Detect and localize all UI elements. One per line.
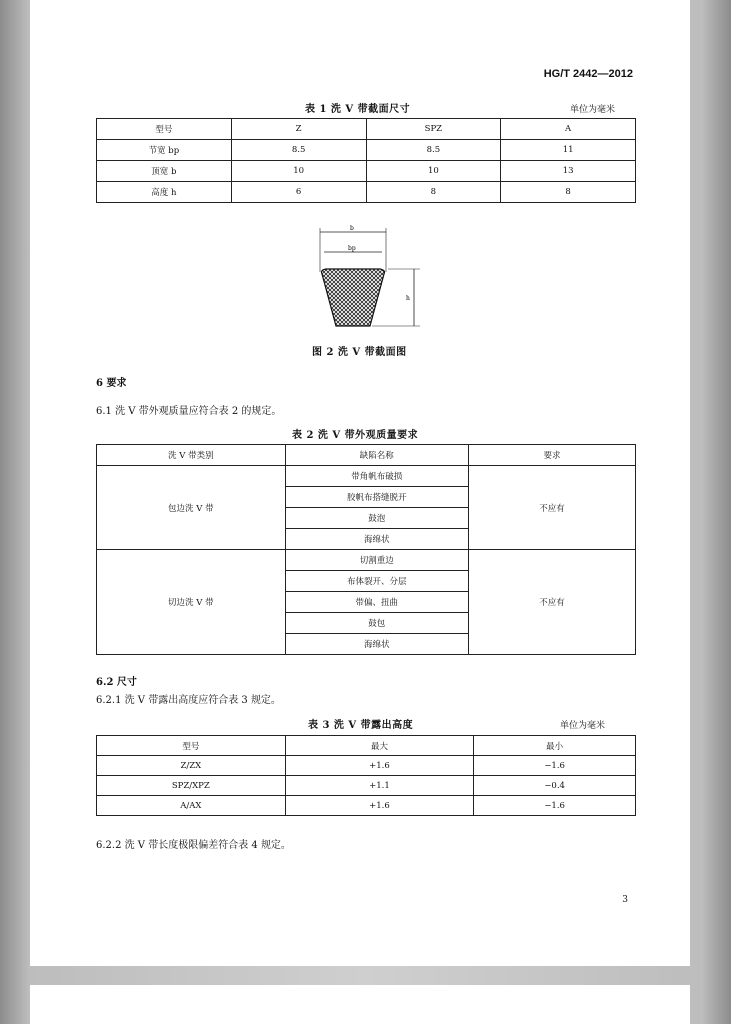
table-row	[97, 776, 636, 796]
table-cell: 11	[501, 140, 636, 161]
table2	[96, 444, 636, 655]
table-cell: 8.5	[366, 140, 501, 161]
table1	[96, 118, 636, 203]
table-cell: 包边洗 V 带	[97, 466, 286, 550]
table-cell: 带偏、扭曲	[285, 592, 468, 613]
dim-label-bp: bp	[348, 245, 356, 252]
table3-caption: 表 3 洗 V 带露出高度	[308, 720, 414, 731]
paragraph-6-1: 6.1 洗 V 带外观质量应符合表 2 的规定。	[96, 406, 282, 417]
dim-label-h: h	[406, 295, 410, 302]
table-cell: 10	[231, 161, 366, 182]
document-page	[30, 0, 690, 966]
standard-number: HG/T 2442—2012	[543, 68, 633, 80]
dim-label-b: b	[350, 225, 354, 232]
table-cell: Z	[231, 119, 366, 140]
table-cell: 海绵状	[285, 634, 468, 655]
table-cell: +1.1	[285, 776, 474, 796]
table-cell: 切割重边	[285, 550, 468, 571]
table-cell: 型号	[97, 119, 232, 140]
table-cell: Z/ZX	[97, 756, 286, 776]
table-cell: 洗 V 带类别	[97, 445, 286, 466]
table-cell: 鼓包	[285, 613, 468, 634]
table-cell: 顶宽 b	[97, 161, 232, 182]
table-row	[97, 550, 636, 571]
table-row	[97, 119, 636, 140]
table-row	[97, 182, 636, 203]
table-cell: 8.5	[231, 140, 366, 161]
paragraph-6-2-2: 6.2.2 洗 V 带长度极限偏差符合表 4 规定。	[96, 840, 291, 851]
table-cell: 最大	[285, 736, 474, 756]
section-6-heading: 6 要求	[96, 378, 127, 389]
belt-cross-section-figure	[300, 220, 440, 335]
paragraph-6-2-1: 6.2.1 洗 V 带露出高度应符合表 3 规定。	[96, 695, 281, 706]
table1-caption: 表 1 洗 V 带截面尺寸	[305, 104, 411, 115]
table-cell: 8	[366, 182, 501, 203]
table2-caption: 表 2 洗 V 带外观质量要求	[292, 430, 419, 441]
table-cell: −1.6	[474, 756, 636, 776]
table-cell: SPZ/XPZ	[97, 776, 286, 796]
table-cell: 最小	[474, 736, 636, 756]
table-cell: 不应有	[468, 466, 635, 550]
table-cell: 鼓泡	[285, 508, 468, 529]
table-cell: −1.6	[474, 796, 636, 816]
table-row	[97, 161, 636, 182]
table-cell: 节宽 bp	[97, 140, 232, 161]
table-cell: 缺陷名称	[285, 445, 468, 466]
page-number: 3	[622, 895, 628, 905]
table-cell: 胶帆布搭缝脱开	[285, 487, 468, 508]
table-cell: 13	[501, 161, 636, 182]
table3	[96, 735, 636, 816]
table-cell: 切边洗 V 带	[97, 550, 286, 655]
table-cell: 不应有	[468, 550, 635, 655]
table-cell: SPZ	[366, 119, 501, 140]
table-cell: 带角帆布破损	[285, 466, 468, 487]
table-row	[97, 466, 636, 487]
table-row	[97, 736, 636, 756]
table1-unit: 单位为毫米	[570, 105, 616, 115]
next-page-edge	[30, 985, 690, 1024]
figure2-caption: 图 2 洗 V 带截面图	[312, 347, 407, 358]
table-row	[97, 140, 636, 161]
table-cell: 海绵状	[285, 529, 468, 550]
table-cell: A	[501, 119, 636, 140]
table-cell: A/AX	[97, 796, 286, 816]
table-cell: 6	[231, 182, 366, 203]
table-cell: 8	[501, 182, 636, 203]
table-cell: +1.6	[285, 756, 474, 776]
table-row	[97, 756, 636, 776]
table3-unit: 单位为毫米	[560, 721, 606, 731]
table-cell: −0.4	[474, 776, 636, 796]
table-cell: 布体裂开、分层	[285, 571, 468, 592]
table-cell: 10	[366, 161, 501, 182]
table-cell: 高度 h	[97, 182, 232, 203]
table-cell: 型号	[97, 736, 286, 756]
table-row	[97, 796, 636, 816]
section-6-2-heading: 6.2 尺寸	[96, 677, 137, 688]
table-cell: +1.6	[285, 796, 474, 816]
table-row	[97, 445, 636, 466]
table-cell: 要求	[468, 445, 635, 466]
